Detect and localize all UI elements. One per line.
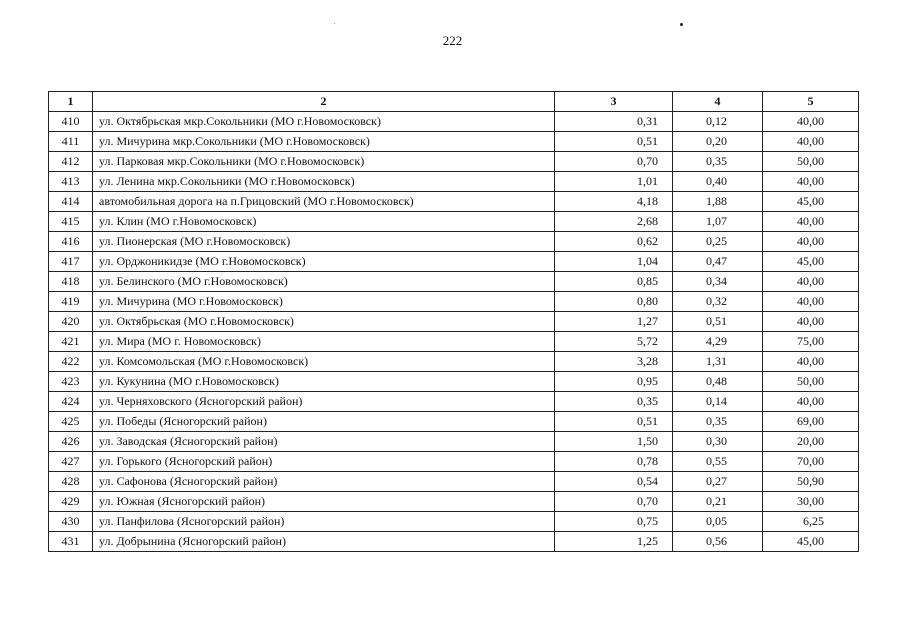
value-col3-cell: 2,68: [555, 212, 673, 232]
value-col5-cell: 70,00: [763, 452, 859, 472]
table-row: [49, 112, 859, 132]
row-number-cell: 420: [49, 312, 93, 332]
value-col4-cell: 0,30: [673, 432, 763, 452]
row-number-cell: 430: [49, 512, 93, 532]
value-col4-cell: 1,88: [673, 192, 763, 212]
table-row: [49, 232, 859, 252]
row-number-cell: 423: [49, 372, 93, 392]
row-number-cell: 412: [49, 152, 93, 172]
road-name-cell: ул. Добрынина (Ясногорский район): [93, 532, 555, 552]
column-header: 2: [93, 92, 555, 112]
value-col5-cell: 40,00: [763, 392, 859, 412]
value-col4-cell: 0,35: [673, 152, 763, 172]
road-name-cell: ул. Мичурина мкр.Сокольники (МО г.Новомосковск): [93, 132, 555, 152]
value-col5-cell: 45,00: [763, 252, 859, 272]
road-name-cell: ул. Сафонова (Ясногорский район): [93, 472, 555, 492]
value-col3-cell: 0,80: [555, 292, 673, 312]
table-row: [49, 272, 859, 292]
value-col3-cell: 1,27: [555, 312, 673, 332]
road-name-cell: ул. Белинского (МО г.Новомосковск): [93, 272, 555, 292]
table-row: [49, 312, 859, 332]
value-col3-cell: 4,18: [555, 192, 673, 212]
value-col4-cell: 0,34: [673, 272, 763, 292]
value-col4-cell: 0,25: [673, 232, 763, 252]
table-row: [49, 532, 859, 552]
table-row: [49, 332, 859, 352]
value-col4-cell: 0,14: [673, 392, 763, 412]
table-row: [49, 172, 859, 192]
table-row: [49, 152, 859, 172]
table-header-row: [49, 92, 859, 112]
table-row: [49, 192, 859, 212]
value-col4-cell: 0,21: [673, 492, 763, 512]
road-name-cell: ул. Горького (Ясногорский район): [93, 452, 555, 472]
road-name-cell: ул. Панфилова (Ясногорский район): [93, 512, 555, 532]
road-name-cell: автомобильная дорога на п.Грицовский (МО г.Новомосковск): [93, 192, 555, 212]
road-name-cell: ул. Октябрьская мкр.Сокольники (МО г.Новомосковск): [93, 112, 555, 132]
value-col3-cell: 0,62: [555, 232, 673, 252]
row-number-cell: 415: [49, 212, 93, 232]
value-col3-cell: 0,78: [555, 452, 673, 472]
value-col3-cell: 0,51: [555, 132, 673, 152]
table-row: [49, 432, 859, 452]
road-name-cell: ул. Октябрьская (МО г.Новомосковск): [93, 312, 555, 332]
value-col4-cell: 0,32: [673, 292, 763, 312]
road-name-cell: ул. Комсомольская (МО г.Новомосковск): [93, 352, 555, 372]
row-number-cell: 413: [49, 172, 93, 192]
column-header: 5: [763, 92, 859, 112]
row-number-cell: 427: [49, 452, 93, 472]
value-col3-cell: 0,51: [555, 412, 673, 432]
value-col3-cell: 0,75: [555, 512, 673, 532]
road-name-cell: ул. Мичурина (МО г.Новомосковск): [93, 292, 555, 312]
value-col5-cell: 40,00: [763, 132, 859, 152]
value-col4-cell: 0,55: [673, 452, 763, 472]
value-col3-cell: 0,95: [555, 372, 673, 392]
road-name-cell: ул. Парковая мкр.Сокольники (МО г.Новомосковск): [93, 152, 555, 172]
value-col3-cell: 1,25: [555, 532, 673, 552]
road-name-cell: ул. Кукунина (МО г.Новомосковск): [93, 372, 555, 392]
value-col5-cell: 45,00: [763, 192, 859, 212]
row-number-cell: 410: [49, 112, 93, 132]
value-col3-cell: 5,72: [555, 332, 673, 352]
value-col5-cell: 40,00: [763, 172, 859, 192]
value-col3-cell: 0,85: [555, 272, 673, 292]
row-number-cell: 426: [49, 432, 93, 452]
table-row: [49, 132, 859, 152]
value-col3-cell: 0,31: [555, 112, 673, 132]
value-col3-cell: 0,70: [555, 492, 673, 512]
road-name-cell: ул. Мира (МО г. Новомосковск): [93, 332, 555, 352]
value-col4-cell: 0,51: [673, 312, 763, 332]
road-name-cell: ул. Орджоникидзе (МО г.Новомосковск): [93, 252, 555, 272]
scan-speck: [334, 23, 335, 24]
road-name-cell: ул. Заводская (Ясногорский район): [93, 432, 555, 452]
value-col5-cell: 40,00: [763, 312, 859, 332]
value-col3-cell: 1,01: [555, 172, 673, 192]
table-row: [49, 472, 859, 492]
table-row: [49, 512, 859, 532]
value-col4-cell: 0,48: [673, 372, 763, 392]
value-col5-cell: 40,00: [763, 352, 859, 372]
value-col4-cell: 0,20: [673, 132, 763, 152]
value-col5-cell: 75,00: [763, 332, 859, 352]
data-table: [48, 91, 859, 552]
value-col4-cell: 0,47: [673, 252, 763, 272]
value-col4-cell: 4,29: [673, 332, 763, 352]
row-number-cell: 428: [49, 472, 93, 492]
value-col3-cell: 0,35: [555, 392, 673, 412]
value-col5-cell: 40,00: [763, 112, 859, 132]
value-col4-cell: 1,07: [673, 212, 763, 232]
table-row: [49, 372, 859, 392]
road-name-cell: ул. Черняховского (Ясногорский район): [93, 392, 555, 412]
value-col5-cell: 40,00: [763, 272, 859, 292]
value-col4-cell: 1,31: [673, 352, 763, 372]
table-row: [49, 392, 859, 412]
row-number-cell: 418: [49, 272, 93, 292]
row-number-cell: 429: [49, 492, 93, 512]
value-col5-cell: 20,00: [763, 432, 859, 452]
value-col3-cell: 0,70: [555, 152, 673, 172]
value-col4-cell: 0,56: [673, 532, 763, 552]
value-col3-cell: 3,28: [555, 352, 673, 372]
road-name-cell: ул. Пионерская (МО г.Новомосковск): [93, 232, 555, 252]
row-number-cell: 424: [49, 392, 93, 412]
value-col3-cell: 1,04: [555, 252, 673, 272]
value-col5-cell: 50,90: [763, 472, 859, 492]
row-number-cell: 422: [49, 352, 93, 372]
row-number-cell: 421: [49, 332, 93, 352]
value-col5-cell: 50,00: [763, 372, 859, 392]
column-header: 1: [49, 92, 93, 112]
value-col3-cell: 1,50: [555, 432, 673, 452]
column-header: 3: [555, 92, 673, 112]
column-header: 4: [673, 92, 763, 112]
road-name-cell: ул. Победы (Ясногорский район): [93, 412, 555, 432]
table-body: [49, 112, 859, 552]
road-name-cell: ул. Ленина мкр.Сокольники (МО г.Новомосковск): [93, 172, 555, 192]
road-name-cell: ул. Южная (Ясногорский район): [93, 492, 555, 512]
value-col4-cell: 0,40: [673, 172, 763, 192]
value-col4-cell: 0,35: [673, 412, 763, 432]
value-col5-cell: 40,00: [763, 232, 859, 252]
row-number-cell: 431: [49, 532, 93, 552]
page-number: 222: [442, 33, 463, 48]
table-row: [49, 212, 859, 232]
value-col4-cell: 0,05: [673, 512, 763, 532]
table-row: [49, 452, 859, 472]
table-row: [49, 492, 859, 512]
value-col5-cell: 50,00: [763, 152, 859, 172]
value-col3-cell: 0,54: [555, 472, 673, 492]
value-col4-cell: 0,27: [673, 472, 763, 492]
road-name-cell: ул. Клин (МО г.Новомосковск): [93, 212, 555, 232]
row-number-cell: 414: [49, 192, 93, 212]
row-number-cell: 416: [49, 232, 93, 252]
value-col5-cell: 30,00: [763, 492, 859, 512]
value-col5-cell: 6,25: [763, 512, 859, 532]
table-row: [49, 412, 859, 432]
table-row: [49, 352, 859, 372]
row-number-cell: 417: [49, 252, 93, 272]
value-col5-cell: 45,00: [763, 532, 859, 552]
value-col5-cell: 40,00: [763, 292, 859, 312]
row-number-cell: 411: [49, 132, 93, 152]
row-number-cell: 419: [49, 292, 93, 312]
value-col5-cell: 69,00: [763, 412, 859, 432]
value-col5-cell: 40,00: [763, 212, 859, 232]
scan-speck: [680, 23, 683, 26]
table-row: [49, 292, 859, 312]
value-col4-cell: 0,12: [673, 112, 763, 132]
row-number-cell: 425: [49, 412, 93, 432]
table-row: [49, 252, 859, 272]
